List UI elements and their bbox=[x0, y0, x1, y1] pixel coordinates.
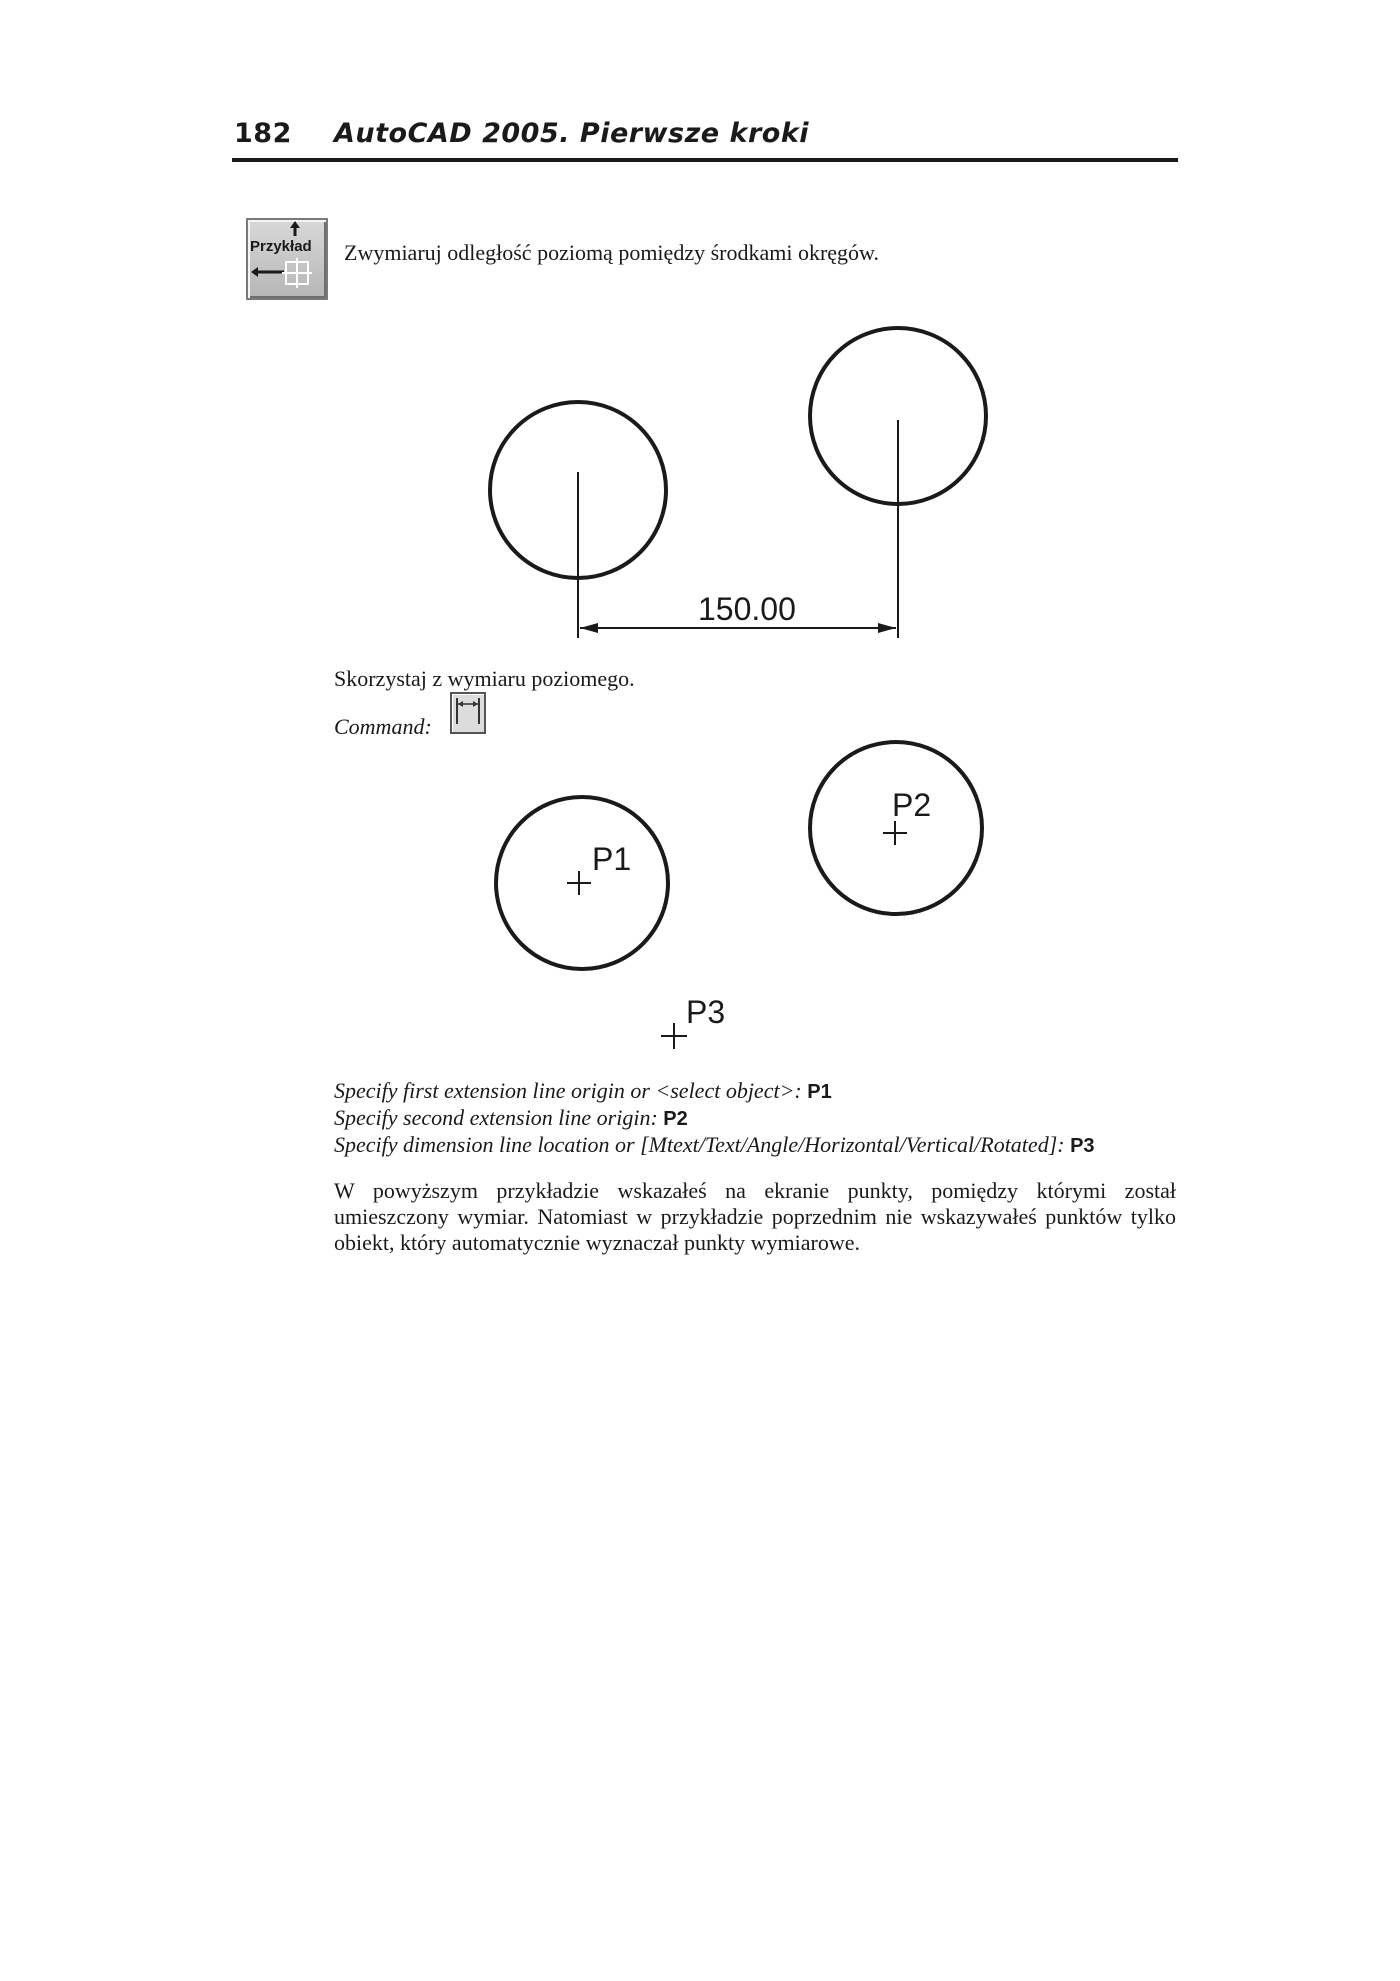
page-number: 182 bbox=[234, 118, 292, 149]
dimension-value: 150.00 bbox=[698, 591, 796, 627]
point-label-p2: P2 bbox=[892, 787, 932, 823]
crosshair-p1-icon bbox=[567, 871, 591, 895]
crosshair-p3-icon bbox=[661, 1023, 687, 1049]
crosshair-p2-icon bbox=[883, 821, 907, 845]
command-line-2-prompt: Specify second extension line origin: bbox=[334, 1105, 658, 1130]
linear-dimension-icon[interactable] bbox=[450, 692, 486, 734]
intro-text: Zwymiaruj odległość poziomą pomiędzy środkami okręgów. bbox=[344, 240, 880, 265]
body-paragraph: W powyższym przykładzie wskazałeś na ekranie punkty, pomiędzy którymi został umieszczony wymiar. Natomiast w przykładzie poprzednim nie wskazywałeś punktów tylko obiekt, który automatycznie wyznaczał punkty wymiarowe. bbox=[334, 1178, 1176, 1255]
dimension-arrow-right bbox=[878, 623, 896, 633]
example-icon-label: Przykład bbox=[250, 238, 312, 255]
command-line-3-value: P3 bbox=[1070, 1135, 1095, 1157]
command-line-1-value: P1 bbox=[807, 1081, 832, 1103]
dimension-arrow-left bbox=[580, 623, 598, 633]
command-line-2 bbox=[334, 1105, 688, 1131]
linear-dimension-glyph bbox=[452, 694, 484, 732]
command-line-2-value: P2 bbox=[663, 1108, 688, 1130]
command-line-3 bbox=[334, 1132, 1095, 1158]
command-line-3-prompt: Specify dimension line location or [Mtext/Text/Angle/Horizontal/Vertical/Rotated]: bbox=[334, 1132, 1065, 1157]
command-line-1-prompt: Specify first extension line origin or <select object>: bbox=[334, 1078, 802, 1103]
command-line-1 bbox=[334, 1078, 832, 1104]
command-prompt: Command: bbox=[334, 714, 432, 739]
point-label-p1: P1 bbox=[592, 841, 632, 877]
book-title: AutoCAD 2005. Pierwsze kroki bbox=[334, 118, 810, 149]
instruction-text: Skorzystaj z wymiaru poziomego. bbox=[334, 666, 635, 691]
point-label-p3: P3 bbox=[686, 994, 726, 1030]
